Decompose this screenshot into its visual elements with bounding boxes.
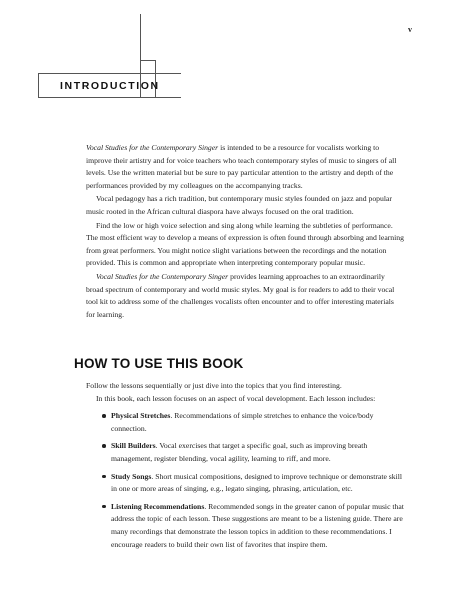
intro-paragraph-1-text: is intended to be a resource for vocalists working to improve their artistry and for voice teachers who teach contemporary styles of music to singers of all levels. Use the written material but be sure to pay particular attention to the artistry and depth of the performances provided by my colleagues on the accompanying tracks.	[86, 143, 397, 190]
intro-paragraph-4-text: provides learning approaches to an extraordinarily broad spectrum of contemporary and world music styles. My goal is for readers to add to their vocal tool kit to address some of the challenges vocalists often encounter and to offer interesting materials for learning.	[86, 271, 395, 319]
header-crop-stub-rule	[140, 60, 156, 61]
book-title-italic: Vocal Studies for the Contemporary Singer	[86, 143, 219, 152]
list-item-term: Study Songs	[111, 471, 152, 481]
intro-paragraph-4	[86, 271, 404, 321]
list-item-text: . Short musical compositions, designed to improve technique or demonstrate skill in one or more areas of singing, e.g., legato singing, phrasing, articulation, etc.	[111, 471, 403, 494]
how-to-use-body	[86, 380, 404, 556]
intro-paragraph-1	[86, 142, 404, 192]
list-item-text: . Recommended songs in the greater canon of popular music that address the topic of each lesson. These suggestions are meant to be a listening guide. There are many recordings that demonstrate the lesson topics in addition to these recommendations. I encourage readers to build their own list of favorites that inspire them.	[111, 501, 404, 549]
header-frame-bottom-rule	[38, 97, 181, 98]
intro-paragraph-3: Find the low or high voice selection and sing along while learning the subtleties of performance. The most efficient way to develop a means of expression is often found through absorbing and learning from great performers. You might notice slight variations between the recordings and the notation provided. This is common and appropriate when interpreting contemporary popular music.	[86, 220, 404, 268]
list-item-text: . Recommendations of simple stretches to enhance the voice/body connection.	[111, 411, 374, 433]
bullet-icon	[102, 444, 106, 448]
lesson-components-list	[86, 410, 404, 551]
page-number: v	[408, 25, 412, 34]
intro-paragraph-2: Vocal pedagogy has a rich tradition, but contemporary music styles founded on jazz and popular music rooted in the African cultural diaspora have always focused on the oral tradition.	[86, 194, 392, 216]
bullet-icon	[102, 414, 106, 418]
list-item-skill-builders	[102, 440, 404, 465]
header-frame-top-rule	[38, 73, 181, 74]
list-item-text: . Vocal exercises that target a specific goal, such as improving breath management, register blending, vocal agility, learning to riff, and more.	[111, 441, 368, 463]
howto-paragraph-1: Follow the lessons sequentially or just dive into the topics that you find interesting.	[86, 381, 342, 390]
howto-paragraph-2: In this book, each lesson focuses on an aspect of vocal development. Each lesson includes:	[96, 393, 376, 403]
introduction-body	[86, 142, 404, 322]
bullet-icon	[102, 505, 106, 509]
chapter-title: INTRODUCTION	[60, 80, 160, 92]
list-item-term: Skill Builders	[111, 441, 156, 451]
header-frame-left-rule	[38, 73, 39, 98]
list-item-listening-recommendations	[102, 501, 404, 551]
section-heading-how-to-use: HOW TO USE THIS BOOK	[74, 356, 244, 371]
list-item-term: Physical Stretches	[111, 411, 171, 421]
list-item-study-songs	[102, 471, 404, 496]
bullet-icon	[102, 475, 106, 479]
list-item-term: Listening Recommendations	[111, 501, 205, 511]
list-item-physical-stretches	[102, 410, 404, 435]
book-title-italic: Vocal Studies for the Contemporary Singer	[96, 271, 229, 281]
